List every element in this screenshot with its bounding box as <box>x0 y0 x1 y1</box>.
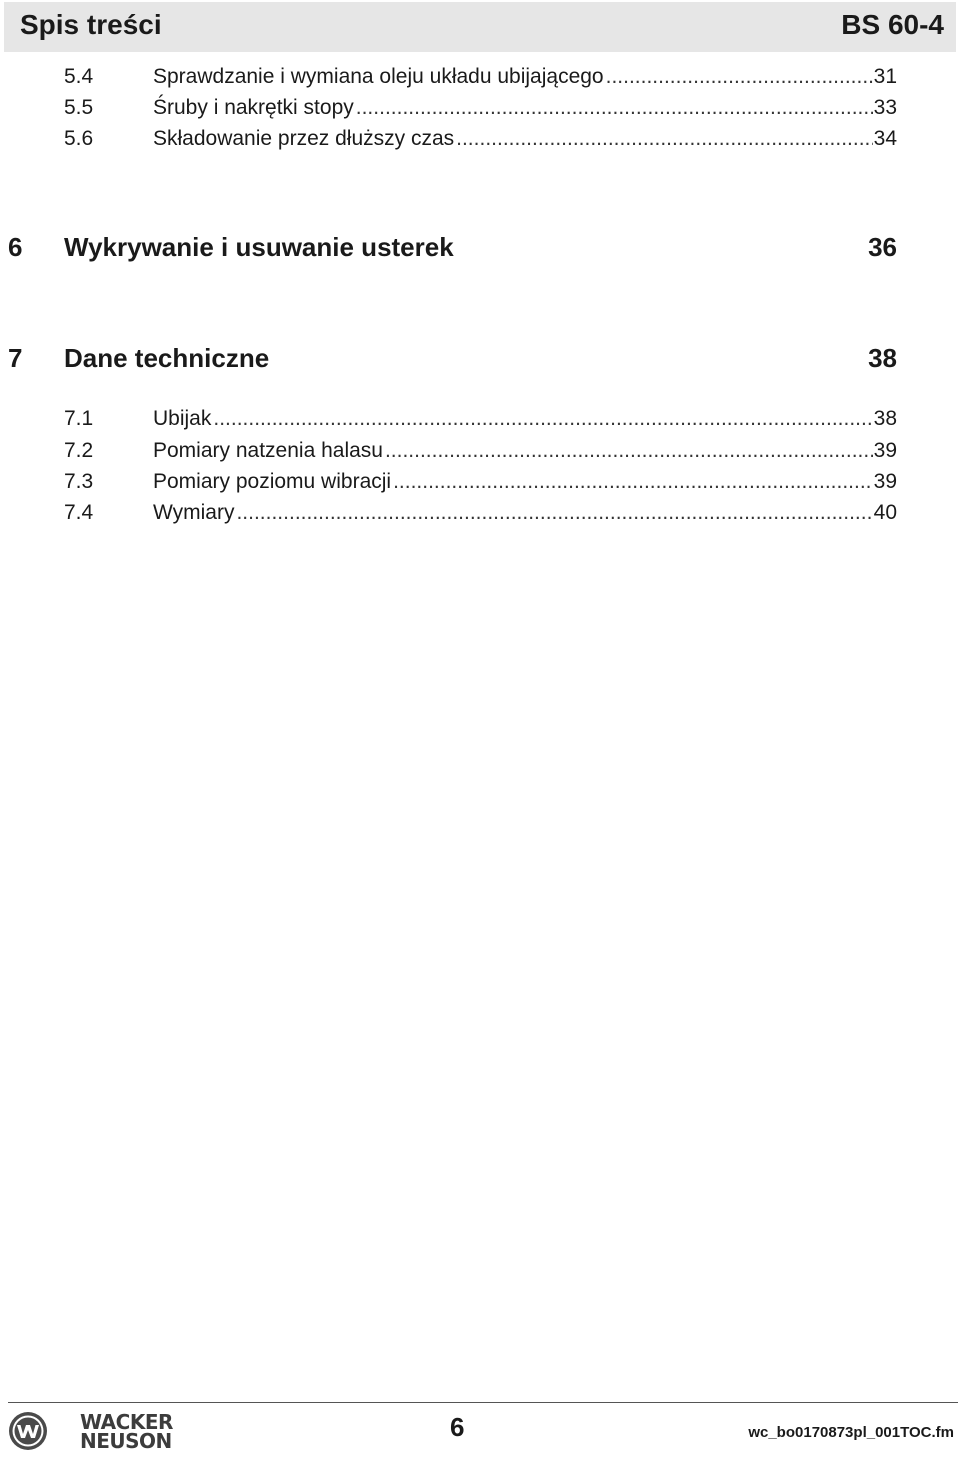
chapter-title: Wykrywanie i usuwanie usterek <box>64 232 454 262</box>
footer-divider <box>8 1402 958 1403</box>
toc-entry-page: 39 <box>873 439 897 462</box>
toc-entry-page: 40 <box>873 501 897 524</box>
dot-leader <box>236 498 872 528</box>
toc-entry-page: 38 <box>873 407 897 430</box>
toc-entry[interactable] <box>64 498 897 528</box>
dot-leader <box>356 93 873 123</box>
toc-entry[interactable] <box>64 62 897 92</box>
model-name: BS 60-4 <box>841 9 944 40</box>
toc-entry-number: 5.4 <box>64 65 94 88</box>
chapter-number: 7 <box>8 343 23 373</box>
toc-entry-number: 7.3 <box>64 470 94 493</box>
toc-entry-page: 31 <box>873 65 897 88</box>
dot-leader <box>456 124 873 154</box>
toc-entry-page: 33 <box>873 96 897 119</box>
chapter-page: 38 <box>868 343 897 373</box>
wacker-neuson-logo-icon <box>8 1411 48 1451</box>
toc-entry-number: 5.6 <box>64 127 94 150</box>
toc-entry-title: Składowanie przez dłuższy czas <box>153 127 455 150</box>
dot-leader <box>385 436 873 466</box>
toc-entry-number: 7.1 <box>64 407 94 430</box>
toc-entry-title: Śruby i nakrętki stopy <box>153 96 354 119</box>
toc-entry[interactable] <box>64 124 897 154</box>
dot-leader <box>213 404 872 434</box>
chapter-title: Dane techniczne <box>64 343 270 373</box>
toc-entry-title: Wymiary <box>153 501 235 524</box>
toc-entry[interactable] <box>64 467 897 497</box>
chapter-page: 36 <box>868 232 897 262</box>
source-filename: wc_bo0170873pl_001TOC.fm <box>748 1424 954 1441</box>
toc-entry-title: Sprawdzanie i wymiana oleju układu ubijającego <box>153 65 604 88</box>
toc-entry-number: 7.2 <box>64 439 94 462</box>
dot-leader <box>393 467 873 497</box>
chapter-heading[interactable] <box>8 229 897 265</box>
toc-entry-title: Pomiary poziomu wibracji <box>153 470 392 493</box>
chapter-number: 6 <box>8 232 23 262</box>
toc-entry[interactable] <box>64 93 897 123</box>
brand-line-2: NEUSON <box>80 1429 172 1453</box>
toc-entry[interactable] <box>64 436 897 466</box>
dot-leader <box>606 62 873 92</box>
toc-entry-page: 34 <box>873 127 897 150</box>
page-header <box>4 2 956 52</box>
toc-entry-number: 7.4 <box>64 501 94 524</box>
section-title: Spis treści <box>20 9 162 40</box>
toc-entry[interactable] <box>64 404 897 434</box>
brand-line-1: WACKER <box>80 1410 173 1434</box>
toc-entry-number: 5.5 <box>64 96 94 119</box>
chapter-heading[interactable] <box>8 340 897 376</box>
page-number: 6 <box>450 1412 465 1442</box>
brand-wordmark <box>80 1410 190 1457</box>
toc-entry-title: Ubijak <box>153 407 212 430</box>
toc-entry-page: 39 <box>873 470 897 493</box>
toc-entry-title: Pomiary natzenia halasu <box>153 439 383 462</box>
